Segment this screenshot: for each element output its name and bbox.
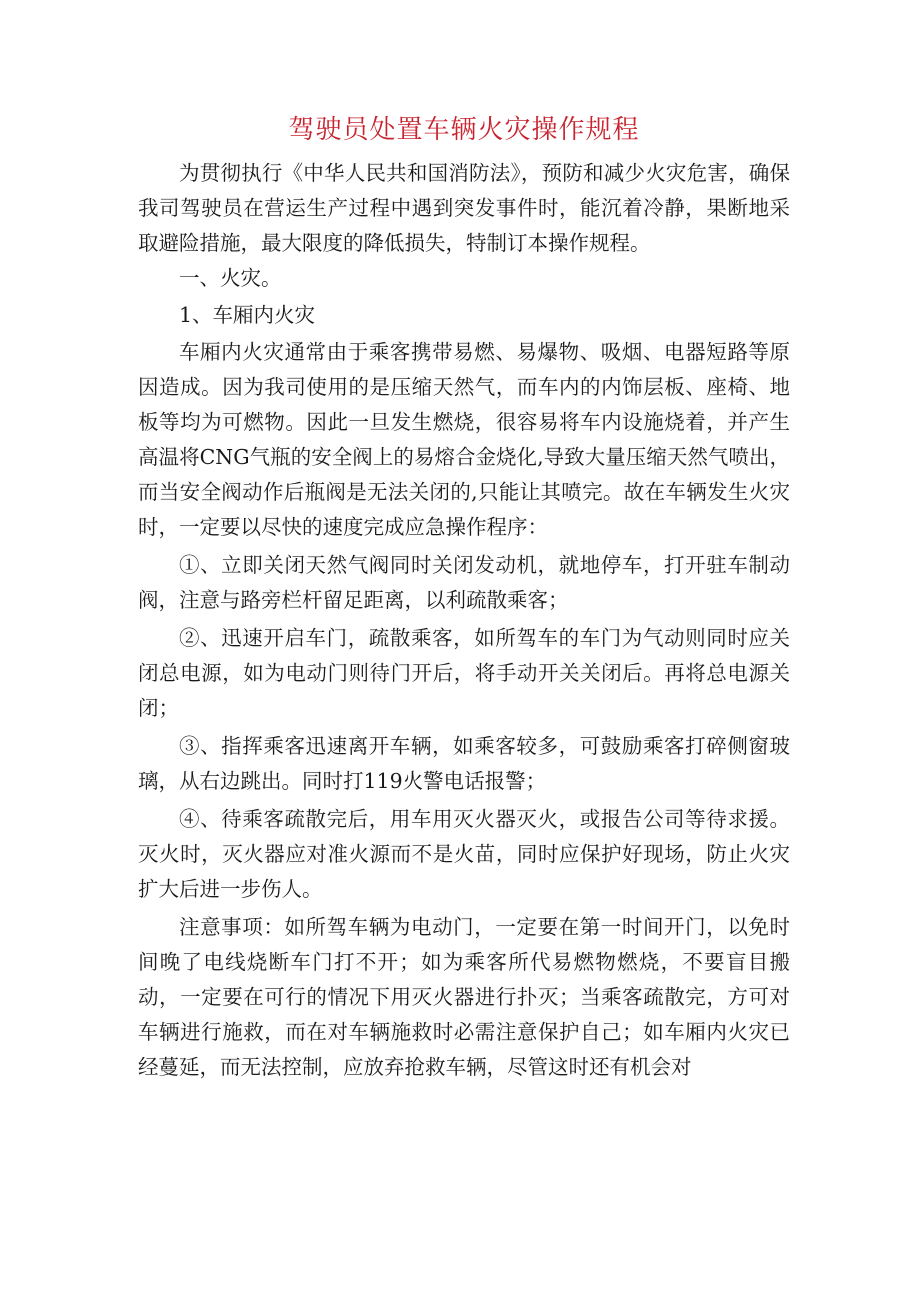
section-heading-fire: 一、火灾。 <box>179 266 282 290</box>
subsection-heading-cabin-fire: 1、车厢内火灾 <box>179 303 316 327</box>
step-2-paragraph: ②、迅速开启车门，疏散乘客，如所驾车的车门为气动则同时应关闭总电源，如为电动门则待门开后，将手动开关关闭后。再将总电源关闭； <box>138 626 790 720</box>
step-3-paragraph: ③、指挥乘客迅速离开车辆，如乘客较多，可鼓励乘客打碎侧窗玻璃，从右边跳出。同时打119火警电话报警； <box>138 734 790 793</box>
notes-paragraph: 注意事项：如所驾车辆为电动门，一定要在第一时间开门，以免时间晚了电线烧断车门打不开；如为乘客所代易燃物燃烧，不要盲目搬动，一定要在可行的情况下用灭火器进行扑灭；当乘客疏散完，方可对车辆进行施救，而在对车辆施救时必需注意保护自己；如车厢内火灾已经蔓延，而无法控制，应放弃抢救车辆，尽管这时还有机会对 <box>138 915 790 1079</box>
step-4-paragraph: ④、待乘客疏散完后，用车用灭火器灭火，或报告公司等待求援。灭火时，灭火器应对准火源而不是火苗，同时应保护好现场，防止火灾扩大后进一步伤人。 <box>138 807 790 901</box>
step-1-paragraph: ①、立即关闭天然气阀同时关闭发动机，就地停车，打开驻车制动阀，注意与路旁栏杆留足距离，以利疏散乘客； <box>138 553 790 612</box>
document-title: 驾驶员处置车辆火灾操作规程 <box>288 115 640 145</box>
intro-paragraph: 为贯彻执行《中华人民共和国消防法》，预防和减少火灾危害，确保我司驾驶员在营运生产过程中遇到突发事件时，能沉着冷静，果断地采取避险措施，最大限度的降低损失，特制订本操作规程。 <box>138 161 790 255</box>
document-body <box>138 156 790 1085</box>
cabin-fire-paragraph: 车厢内火灾通常由于乘客携带易燃、易爆物、吸烟、电器短路等原因造成。因为我司使用的是压缩天然气，而车内的内饰层板、座椅、地板等均为可燃物。因此一旦发生燃烧，很容易将车内设施烧着，并产生高温将CNG气瓶的安全阀上的易熔合金烧化,导致大量压缩天然气喷出，而当安全阀动作后瓶阀是无法关闭的,只能让其喷完。故在车辆发生火灾时，一定要以尽快的速度完成应急操作程序： <box>138 340 790 539</box>
